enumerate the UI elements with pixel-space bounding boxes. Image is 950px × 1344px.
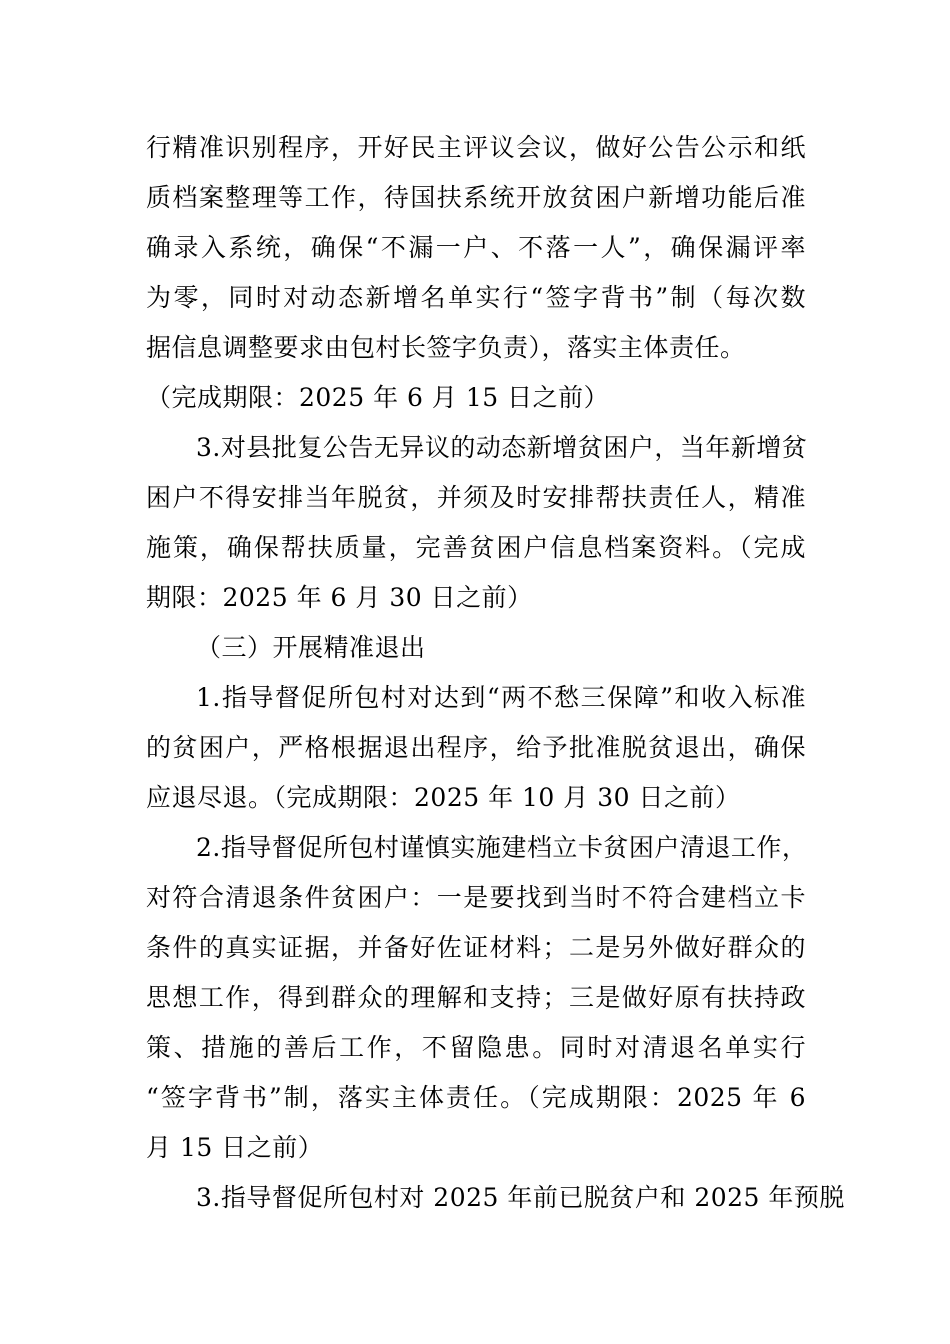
text-line: 确录入系统，确保“不漏一户、不落一人”，确保漏评率: [146, 233, 806, 262]
section-heading: （三）开展精准退出: [196, 633, 426, 662]
text-line: 期限：2025 年 6 月 30 日之前）: [146, 583, 533, 612]
text-line: 据信息调整要求由包村长签字负责），落实主体责任。: [146, 333, 746, 362]
text-line: 的贫困户，严格根据退出程序，给予批准脱贫退出，确保: [146, 733, 806, 762]
text-line: 策、措施的善后工作，不留隐患。同时对清退名单实行: [146, 1033, 806, 1062]
text-line: 月 15 日之前）: [146, 1133, 324, 1162]
text-line: 应退尽退。（完成期限：2025 年 10 月 30 日之前）: [146, 783, 741, 812]
text-line: （完成期限：2025 年 6 月 15 日之前）: [146, 383, 610, 412]
text-line: 1.指导督促所包村对达到“两不愁三保障”和收入标准: [196, 683, 806, 712]
text-line: 条件的真实证据，并备好佐证材料；二是另外做好群众的: [146, 933, 806, 962]
text-line: 对符合清退条件贫困户：一是要找到当时不符合建档立卡: [146, 883, 806, 912]
text-line: 施策，确保帮扶质量，完善贫困户信息档案资料。（完成: [146, 533, 806, 562]
text-line: 行精准识别程序，开好民主评议会议，做好公告公示和纸: [146, 133, 806, 162]
text-line: “签字背书”制，落实主体责任。（完成期限：2025 年 6: [146, 1083, 806, 1112]
text-line: 3.对县批复公告无异议的动态新增贫困户，当年新增贫: [196, 433, 808, 462]
text-line: 为零，同时对动态新增名单实行“签字背书”制（每次数: [146, 283, 806, 312]
text-line: 3.指导督促所包村对 2025 年前已脱贫户和 2025 年预脱: [196, 1183, 845, 1212]
text-line: 困户不得安排当年脱贫，并须及时安排帮扶责任人，精准: [146, 483, 806, 512]
text-line: 2.指导督促所包村谨慎实施建档立卡贫困户清退工作，: [196, 833, 808, 862]
text-line: 质档案整理等工作，待国扶系统开放贫困户新增功能后准: [146, 183, 806, 212]
text-line: 思想工作，得到群众的理解和支持；三是做好原有扶持政: [146, 983, 806, 1012]
